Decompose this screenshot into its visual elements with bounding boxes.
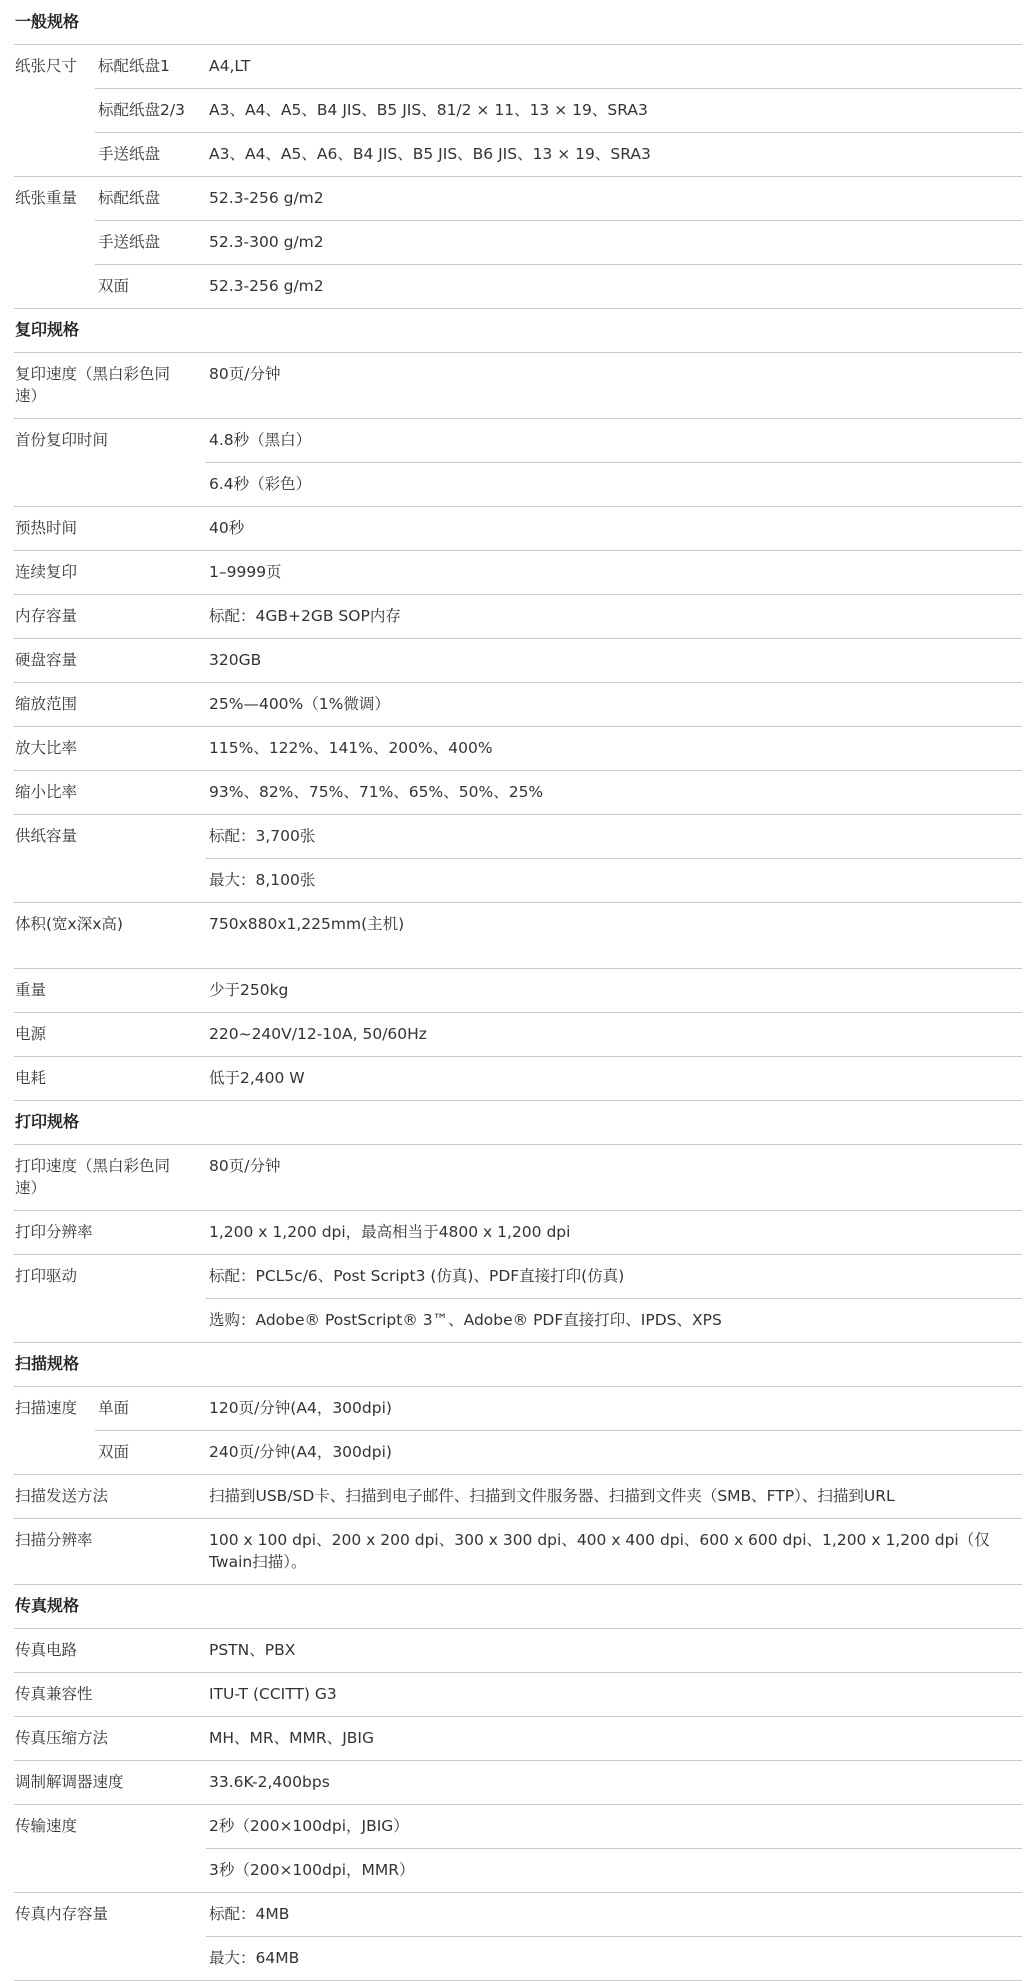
row-value: 320GB xyxy=(209,651,262,669)
row-value: MH、MR、MMR、JBIG xyxy=(209,1729,374,1747)
row-value: 52.3-256 g/m2 xyxy=(209,277,324,295)
row-value: 240页/分钟(A4，300dpi) xyxy=(209,1443,392,1461)
row-divider xyxy=(14,1672,1022,1673)
row-divider xyxy=(14,1144,1022,1145)
row-label: 电耗 xyxy=(15,1069,47,1087)
row-value: 80页/分钟 xyxy=(209,1157,281,1175)
row-label: 扫描分辨率 xyxy=(15,1531,93,1549)
row-value: 最大：8,100张 xyxy=(209,871,316,889)
row-sublabel: 手送纸盘 xyxy=(98,145,161,163)
row-label: 传真压缩方法 xyxy=(15,1729,109,1747)
row-label: 连续复印 xyxy=(15,563,78,581)
row-value: 220~240V/12-10A, 50/60Hz xyxy=(209,1025,427,1043)
row-value: 52.3-256 g/m2 xyxy=(209,189,324,207)
row-divider xyxy=(14,352,1022,353)
row-value: 100 x 100 dpi、200 x 200 dpi、300 x 300 dpi、400 x 400 dpi、600 x 600 dpi、1,200 x 1,200 dpi（仅Twain扫描）。 xyxy=(209,1531,990,1571)
row-value: 标配：4MB xyxy=(209,1905,290,1923)
row-value: 33.6K-2,400bps xyxy=(209,1773,330,1791)
row-label: 传真电路 xyxy=(15,1641,78,1659)
row-divider xyxy=(206,1936,1022,1937)
row-label: 电源 xyxy=(15,1025,47,1043)
row-divider xyxy=(14,1012,1022,1013)
row-sublabel: 双面 xyxy=(98,1443,130,1461)
row-divider xyxy=(14,682,1022,683)
row-divider xyxy=(14,1760,1022,1761)
row-divider xyxy=(14,1892,1022,1893)
row-label: 纸张重量 xyxy=(15,189,78,207)
row-value: 2秒（200×100dpi，JBIG） xyxy=(209,1817,409,1835)
row-value: A3、A4、A5、A6、B4 JIS、B5 JIS、B6 JIS、13 × 19、SRA3 xyxy=(209,145,651,163)
row-label: 首份复印时间 xyxy=(15,431,109,449)
row-label: 重量 xyxy=(15,981,47,999)
row-sublabel: 单面 xyxy=(98,1399,130,1417)
row-label: 体积(宽x深x高) xyxy=(15,915,123,933)
row-divider xyxy=(14,1100,1022,1101)
row-divider xyxy=(14,44,1022,45)
section-title: 传真规格 xyxy=(15,1596,80,1615)
row-value: 扫描到USB/SD卡、扫描到电子邮件、扫描到文件服务器、扫描到文件夹（SMB、FTP）、扫描到URL xyxy=(209,1487,895,1505)
row-value: 标配：4GB+2GB SOP内存 xyxy=(209,607,401,625)
row-value: 80页/分钟 xyxy=(209,365,281,383)
row-divider xyxy=(14,1628,1022,1629)
row-label: 缩小比率 xyxy=(15,783,78,801)
row-value: 标配：3,700张 xyxy=(209,827,316,845)
row-divider xyxy=(14,1518,1022,1519)
row-value: 1,200 x 1,200 dpi，最高相当于4800 x 1,200 dpi xyxy=(209,1223,571,1241)
row-value: 115%、122%、141%、200%、400% xyxy=(209,739,493,757)
row-label: 传输速度 xyxy=(15,1817,78,1835)
row-divider xyxy=(14,506,1022,507)
row-label: 放大比率 xyxy=(15,739,78,757)
row-divider xyxy=(14,308,1022,309)
row-value: 93%、82%、75%、71%、65%、50%、25% xyxy=(209,783,544,801)
row-value: 750x880x1,225mm(主机) xyxy=(209,915,405,933)
row-divider xyxy=(95,264,1022,265)
row-divider xyxy=(14,726,1022,727)
row-label: 扫描速度 xyxy=(15,1399,78,1417)
row-divider xyxy=(206,462,1022,463)
row-divider xyxy=(206,1298,1022,1299)
row-label: 内存容量 xyxy=(15,607,78,625)
row-value: 最大：64MB xyxy=(209,1949,300,1967)
row-divider xyxy=(14,814,1022,815)
row-divider xyxy=(14,176,1022,177)
row-divider xyxy=(14,902,1022,903)
row-divider xyxy=(95,220,1022,221)
row-value: 1–9999页 xyxy=(209,563,282,581)
row-divider xyxy=(14,1254,1022,1255)
row-divider xyxy=(14,594,1022,595)
row-divider xyxy=(206,858,1022,859)
row-value: A3、A4、A5、B4 JIS、B5 JIS、81/2 × 11、13 × 19、SRA3 xyxy=(209,101,648,119)
row-value: A4,LT xyxy=(209,57,251,75)
row-label: 纸张尺寸 xyxy=(15,57,78,75)
row-value: 低于2,400 W xyxy=(209,1069,305,1087)
row-label: 打印速度（黑白彩色同速） xyxy=(15,1157,171,1197)
row-sublabel: 双面 xyxy=(98,277,130,295)
row-divider xyxy=(14,1056,1022,1057)
section-title: 打印规格 xyxy=(15,1112,80,1131)
row-label: 供纸容量 xyxy=(15,827,78,845)
row-label: 传真兼容性 xyxy=(15,1685,93,1703)
row-divider xyxy=(14,770,1022,771)
row-label: 调制解调器速度 xyxy=(15,1773,124,1791)
row-label: 打印驱动 xyxy=(15,1267,78,1285)
row-value: 6.4秒（彩色） xyxy=(209,475,312,493)
row-divider xyxy=(14,638,1022,639)
row-divider xyxy=(14,1210,1022,1211)
row-value: 25%—400%（1%微调） xyxy=(209,695,390,713)
row-value: 标配：PCL5c/6、Post Script3 (仿真)、PDF直接打印(仿真) xyxy=(209,1267,625,1285)
row-label: 硬盘容量 xyxy=(15,651,78,669)
row-divider xyxy=(14,1474,1022,1475)
row-value: 3秒（200×100dpi，MMR） xyxy=(209,1861,415,1879)
row-divider xyxy=(14,1584,1022,1585)
row-sublabel: 标配纸盘1 xyxy=(98,57,170,75)
row-value: ITU-T (CCITT) G3 xyxy=(209,1685,337,1703)
row-label: 复印速度（黑白彩色同速） xyxy=(15,365,171,405)
row-divider xyxy=(14,1804,1022,1805)
row-divider xyxy=(14,418,1022,419)
row-divider xyxy=(14,1386,1022,1387)
row-value: 52.3-300 g/m2 xyxy=(209,233,324,251)
row-label: 缩放范围 xyxy=(15,695,78,713)
row-divider xyxy=(14,550,1022,551)
row-divider xyxy=(95,132,1022,133)
row-divider xyxy=(14,1342,1022,1343)
row-sublabel: 手送纸盘 xyxy=(98,233,161,251)
row-divider xyxy=(206,1848,1022,1849)
row-value: 4.8秒（黑白） xyxy=(209,431,312,449)
row-value: 选购：Adobe® PostScript® 3™、Adobe® PDF直接打印、IPDS、XPS xyxy=(209,1311,722,1329)
row-value: 少于250kg xyxy=(209,981,289,999)
row-divider xyxy=(95,1430,1022,1431)
row-sublabel: 标配纸盘2/3 xyxy=(98,101,185,119)
row-value: PSTN、PBX xyxy=(209,1641,296,1659)
row-divider xyxy=(14,1716,1022,1717)
row-label: 传真内存容量 xyxy=(15,1905,109,1923)
row-divider xyxy=(14,968,1022,969)
section-title: 一般规格 xyxy=(15,12,80,31)
row-value: 120页/分钟(A4，300dpi) xyxy=(209,1399,392,1417)
row-value: 40秒 xyxy=(209,519,245,537)
row-label: 扫描发送方法 xyxy=(15,1487,109,1505)
row-sublabel: 标配纸盘 xyxy=(98,189,161,207)
row-label: 预热时间 xyxy=(15,519,78,537)
section-title: 复印规格 xyxy=(15,320,80,339)
row-label: 打印分辨率 xyxy=(15,1223,93,1241)
row-divider xyxy=(95,88,1022,89)
section-title: 扫描规格 xyxy=(15,1354,80,1373)
